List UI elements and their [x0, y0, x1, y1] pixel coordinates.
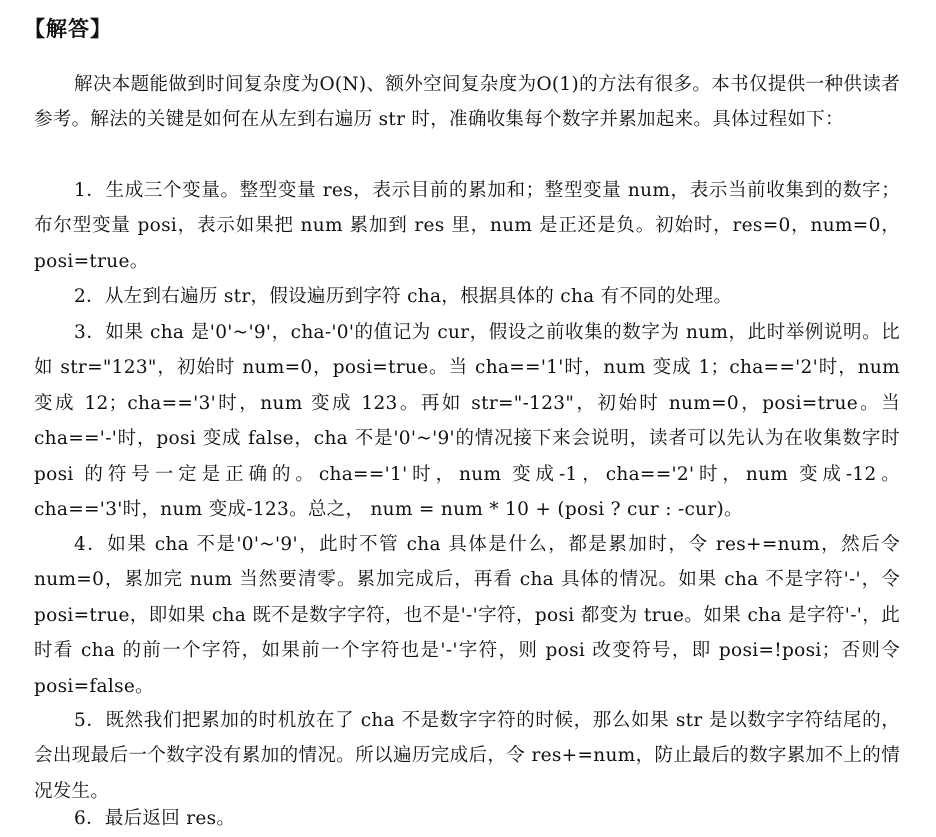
section-heading: 【解答】: [24, 17, 112, 41]
step-4-paragraph: 4．如果 cha 不是'0'~'9'，此时不管 cha 具体是什么，都是累加时，令 res+=num，然后令 num=0，累加完 num 当然要清零。累加完成后，再看 cha 具体的情况。如果 cha 不是字符'-'，令 posi=true，即如果 cha 既不是数字字符，也不是'-'字符，posi 都变为 true。如果 cha 是字符'-'，此时看 cha 的前一个字符，如果前一个字符也是'-'字符，则 posi 改变符号，即 posi=!posi；否则令 posi=false。: [34, 534, 900, 697]
step-5-paragraph: 5．既然我们把累加的时机放在了 cha 不是数字字符的时候，那么如果 str 是以数字字符结尾的，会出现最后一个数字没有累加的情况。所以遍历完成后，令 res+=num，防止最后的数字累加不上的情况发生。: [34, 710, 900, 802]
intro-paragraph: 解决本题能做到时间复杂度为O(N)、额外空间复杂度为O(1)的方法有很多。本书仅提供一种供读者参考。解法的关键是如何在从左到右遍历 str 时，准确收集每个数字并累加起来。具体过程如下：: [34, 74, 900, 131]
step-1-paragraph: 1．生成三个变量。整型变量 res，表示目前的累加和；整型变量 num，表示当前收集到的数字；布尔型变量 posi，表示如果把 num 累加到 res 里，num 是正还是负。初始时，res=0，num=0，posi=true。: [34, 180, 900, 272]
step-2-paragraph: 2．从左到右遍历 str，假设遍历到字符 cha，根据具体的 cha 有不同的处理。: [74, 286, 733, 307]
step-3-paragraph: 3．如果 cha 是'0'~'9'，cha-'0'的值记为 cur，假设之前收集的数字为 num，此时举例说明。比如 str="123"，初始时 num=0，posi=true。当 cha=='1'时，num 变成 1；cha=='2'时，num 变成 12；cha=='3'时，num 变成 123。再如 str="-123"，初始时 num=0，posi=true。当 cha=='-'时，posi 变成 false，cha 不是'0'~'9'的情况接下来会说明，读者可以先认为在收集数字时 posi 的符号一定是正确的。cha=='1'时，num 变成-1，cha=='2'时，num 变成-12。cha=='3'时，num 变成-123。总之， num = num * 10 + (posi ? cur : -cur)。: [34, 322, 900, 521]
step-6-paragraph: 6．最后返回 res。: [74, 808, 236, 829]
